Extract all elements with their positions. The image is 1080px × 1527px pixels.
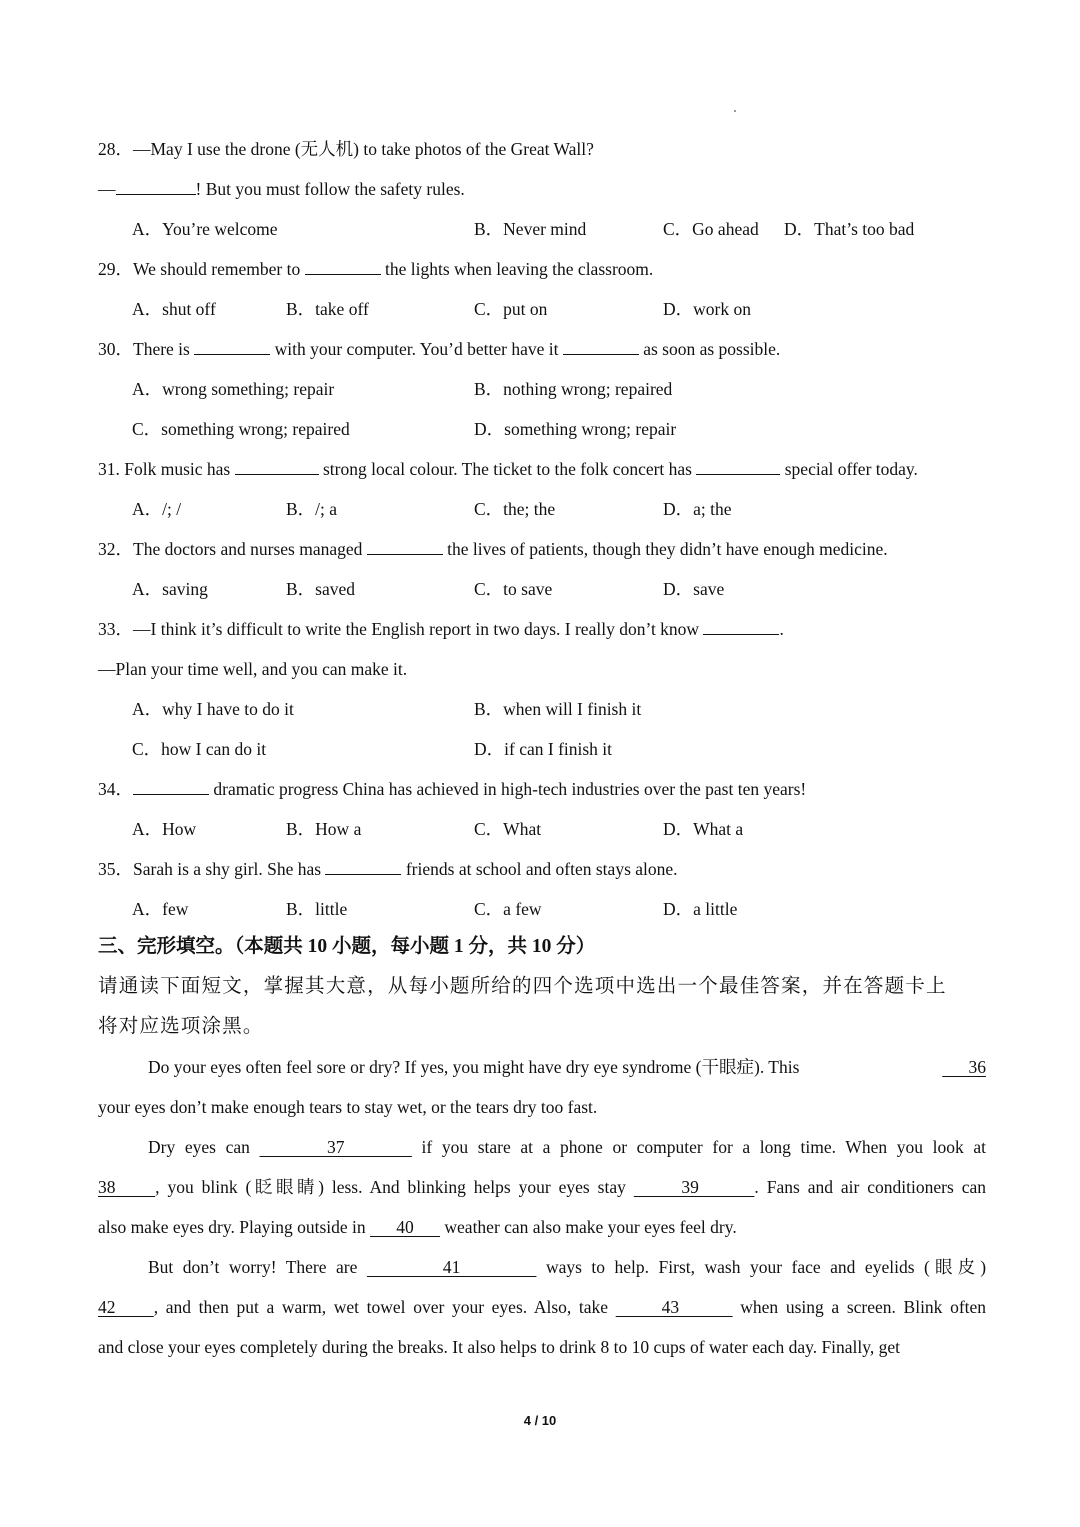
q33-reply: —Plan your time well, and you can make it.	[98, 659, 408, 679]
passage-line: and close your eyes completely during the breaks. It also helps to drink 8 to 10 cups of water each day. Finally, get	[98, 1337, 901, 1357]
q30-option-a: A．wrong something; repair	[132, 379, 335, 399]
answer-blank	[116, 178, 196, 195]
q32-stem: 32．The doctors and nurses managed the lives of patients, though they didn’t have enough medicine.	[98, 539, 888, 559]
cloze-blank-37: 37	[259, 1137, 412, 1157]
q33-option-c: C．how I can do it	[132, 739, 267, 759]
passage-line: 38 , you blink (眨眼睛) less. And blinking helps your eyes stay 39 . Fans and air conditioners can	[98, 1177, 987, 1197]
q28-option-c: C．Go ahead	[663, 219, 759, 239]
q28-stem: 28．—May I use the drone (无人机) to take photos of the Great Wall?	[98, 139, 594, 159]
q31-stem: 31. Folk music has strong local colour. The ticket to the folk concert has special offer today.	[98, 459, 918, 479]
q30-option-b: B．nothing wrong; repaired	[474, 379, 673, 399]
q34-option-b: B．How a	[286, 819, 362, 839]
q31-option-d: D．a; the	[663, 499, 732, 519]
q31-option-a: A．/; /	[132, 499, 182, 519]
q29-option-d: D．work on	[663, 299, 751, 319]
q30-option-d: D．something wrong; repair	[474, 419, 677, 439]
answer-blank	[367, 538, 443, 555]
cloze-blank-42: 42	[98, 1297, 154, 1317]
section-heading: 三、完形填空。（本题共 10 小题，每小题 1 分，共 10 分）	[98, 936, 596, 957]
cloze-blank-40: 40	[370, 1217, 441, 1237]
passage-line: 42 , and then put a warm, wet towel over your eyes. Also, take 43 when using a screen. Blink often	[98, 1297, 987, 1317]
answer-blank	[194, 338, 270, 355]
q30-stem: 30．There is with your computer. You’d better have it as soon as possible.	[98, 339, 781, 359]
q35-option-b: B．little	[286, 899, 348, 919]
passage-line: But don’t worry! There are 41 ways to help. First, wash your face and eyelids (眼皮)	[148, 1257, 987, 1277]
answer-blank	[133, 778, 209, 795]
answer-blank	[235, 458, 319, 475]
q28-reply: — ! But you must follow the safety rules.	[98, 179, 465, 199]
answer-blank	[563, 338, 639, 355]
section-instructions-cont: 将对应选项涂黑。	[98, 1016, 264, 1037]
q30-option-c: C．something wrong; repaired	[132, 419, 350, 439]
answer-blank	[703, 618, 779, 635]
cloze-blank-41: 41	[366, 1257, 537, 1277]
q35-stem: 35．Sarah is a shy girl. She has friends at school and often stays alone.	[98, 859, 678, 879]
cloze-blank-39: 39	[633, 1177, 755, 1197]
q32-option-d: D．save	[663, 579, 725, 599]
q34-option-c: C．What	[474, 819, 542, 839]
q29-option-a: A．shut off	[132, 299, 216, 319]
passage-line: Dry eyes can 37 if you stare at a phone or computer for a long time. When you look at	[148, 1137, 987, 1157]
q31-option-c: C．the; the	[474, 499, 556, 519]
scan-speck	[734, 110, 736, 112]
q35-option-c: C．a few	[474, 899, 542, 919]
passage-line: Do your eyes often feel sore or dry? If yes, you might have dry eye syndrome (干眼症). This 36	[148, 1057, 986, 1077]
q33-stem: 33．—I think it’s difficult to write the English report in two days. I really don’t know .	[98, 619, 784, 639]
answer-blank	[696, 458, 780, 475]
q35-option-d: D．a little	[663, 899, 738, 919]
q32-option-c: C．to save	[474, 579, 553, 599]
passage-line: also make eyes dry. Playing outside in 40 weather can also make your eyes feel dry.	[98, 1217, 737, 1237]
q29-stem: 29．We should remember to the lights when leaving the classroom.	[98, 259, 654, 279]
q28-option-b: B．Never mind	[474, 219, 587, 239]
q28-option-d: D．That’s too bad	[784, 219, 915, 239]
q34-option-d: D．What a	[663, 819, 744, 839]
q29-option-b: B．take off	[286, 299, 369, 319]
q33-option-a: A．why I have to do it	[132, 699, 294, 719]
passage-line: your eyes don’t make enough tears to stay wet, or the tears dry too fast.	[98, 1097, 598, 1117]
cloze-blank-43: 43	[615, 1297, 733, 1317]
q29-option-c: C．put on	[474, 299, 548, 319]
section-instructions: 请通读下面短文，掌握其大意，从每小题所给的四个选项中选出一个最佳答案，并在答题卡上	[98, 976, 947, 997]
cloze-blank-38: 38	[98, 1177, 156, 1197]
q31-option-b: B．/; a	[286, 499, 338, 519]
q28-option-a: A．You’re welcome	[132, 219, 278, 239]
q35-option-a: A．few	[132, 899, 189, 919]
answer-blank	[305, 258, 381, 275]
q32-option-b: B．saved	[286, 579, 356, 599]
cloze-blank-36: 36	[942, 1057, 986, 1077]
q33-option-b: B．when will I finish it	[474, 699, 642, 719]
q34-stem: 34． dramatic progress China has achieved in high-tech industries over the past ten years!	[98, 779, 807, 799]
page-number: 4 / 10	[523, 1413, 557, 1428]
answer-blank	[325, 858, 401, 875]
q34-option-a: A．How	[132, 819, 197, 839]
q32-option-a: A．saving	[132, 579, 208, 599]
q33-option-d: D．if can I finish it	[474, 739, 613, 759]
